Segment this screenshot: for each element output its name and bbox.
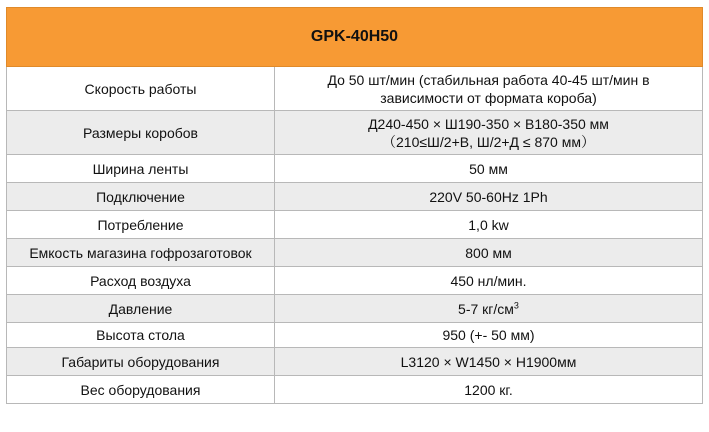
row-label: Расход воздуха [7,267,275,295]
row-power-supply [7,183,703,211]
row-value: 1200 кг. [275,376,703,404]
row-consumption [7,211,703,239]
row-dimensions [7,348,703,376]
row-label: Вес оборудования [7,376,275,404]
row-value [275,111,703,155]
row-label: Размеры коробов [7,111,275,155]
row-speed [7,67,703,111]
pressure-superscript: 3 [513,299,519,310]
row-label: Емкость магазина гофрозаготовок [7,239,275,267]
row-label: Потребление [7,211,275,239]
row-box-size [7,111,703,155]
row-weight [7,376,703,404]
row-label: Давление [7,295,275,323]
row-value: 950 (+- 50 мм) [275,323,703,348]
row-value: L3120 × W1450 × H1900мм [275,348,703,376]
spec-table [6,7,703,404]
row-air-consumption [7,267,703,295]
row-value: 450 нл/мин. [275,267,703,295]
header-row [7,8,703,67]
row-value: 220V 50-60Hz 1Ph [275,183,703,211]
row-table-height [7,323,703,348]
row-value-line: зависимости от формата короба) [380,89,597,106]
row-label: Ширина ленты [7,155,275,183]
row-value: 800 мм [275,239,703,267]
row-pressure [7,295,703,323]
row-value [275,295,703,323]
row-value-line: Д240-450 × Ш190-350 × В180-350 мм [368,115,609,132]
row-label: Габариты оборудования [7,348,275,376]
row-tape-width [7,155,703,183]
row-value [275,67,703,111]
row-value: 1,0 kw [275,211,703,239]
row-label: Высота стола [7,323,275,348]
pressure-value: 5-7 кг/см [458,300,514,317]
row-label: Подключение [7,183,275,211]
row-value-line: （210≤Ш/2+В, Ш/2+Д ≤ 870 мм） [382,133,595,150]
row-value: 50 мм [275,155,703,183]
row-value-line: До 50 шт/мин (стабильная работа 40-45 шт/мин в [327,71,650,88]
row-label: Скорость работы [7,67,275,111]
row-magazine-capacity [7,239,703,267]
table-title: GPK-40H50 [7,8,703,67]
